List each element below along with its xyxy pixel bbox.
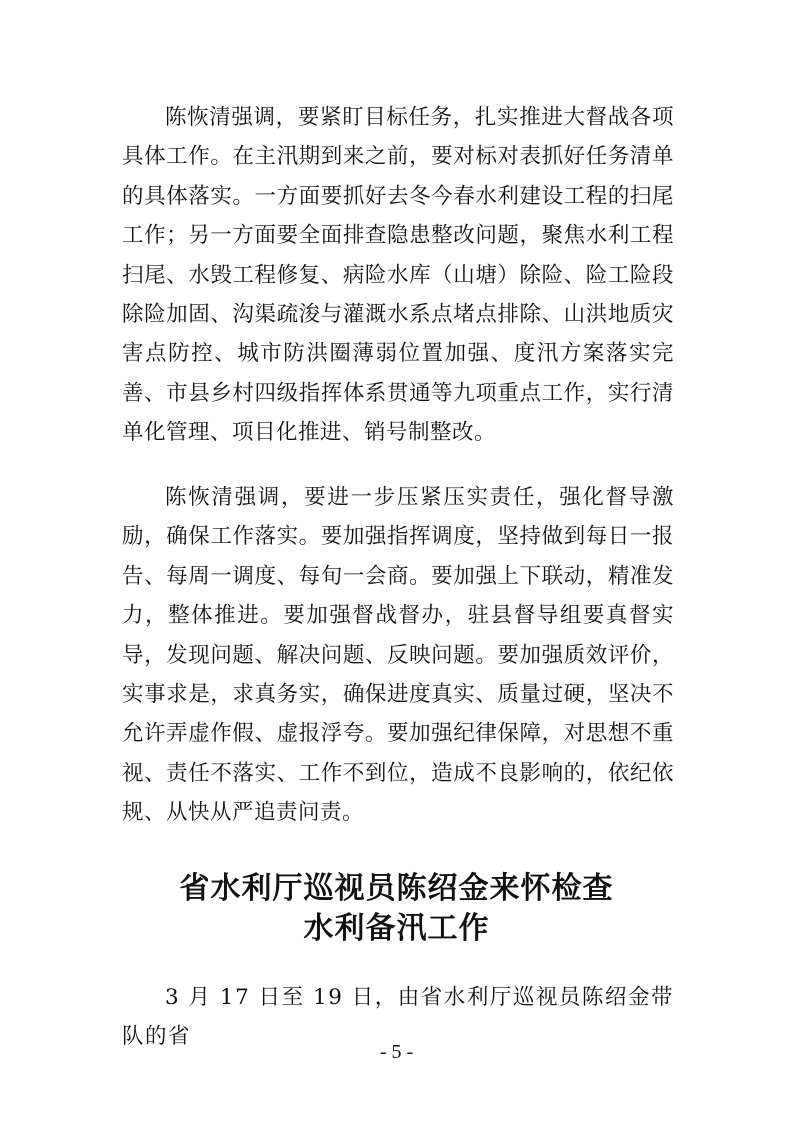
body-paragraph-1: 陈恢清强调，要紧盯目标任务，扎实推进大督战各项具体工作。在主汛期到来之前，要对标对表抓好任务清单的具体落实。一方面要抓好去冬今春水利建设工程的扫尾工作；另一方面要全面排查隐患整改问题，聚焦水利工程扫尾、水毁工程修复、病险水库（山塘）除险、险工险段除险加固、沟渠疏浚与灌溉水系点堵点排除、山洪地质灾害点防控、城市防洪圈薄弱位置加强、度汛方案落实完善、市县乡村四级指挥体系贯通等九项重点工作，实行清单化管理、项目化推进、销号制整改。: [122, 105, 674, 446]
section-heading-line-2: 水利备汛工作: [303, 911, 490, 946]
section-heading-line-1: 省水利厅巡视员陈绍金来怀检查: [179, 871, 614, 906]
section-heading: [100, 869, 693, 949]
page-number: - 5 -: [379, 1041, 414, 1063]
body-paragraph-3: 3 月 17 日至 19 日，由省水利厅巡视员陈绍金带队的省: [122, 985, 674, 1050]
body-paragraph-2: 陈恢清强调，要进一步压紧压实责任，强化督导激励，确保工作落实。要加强指挥调度，坚持做到每日一报告、每周一调度、每旬一会商。要加强上下联动，精准发力，整体推进。要加强督战督办，驻县督导组要真督实导，发现问题、解决问题、反映问题。要加强质效评价，实事求是，求真务实，确保进度真实、质量过硬，坚决不允许弄虚作假、虚报浮夸。要加强纪律保障，对思想不重视、责任不落实、工作不到位，造成不良影响的，依纪依规、从快从严追责问责。: [122, 485, 674, 826]
